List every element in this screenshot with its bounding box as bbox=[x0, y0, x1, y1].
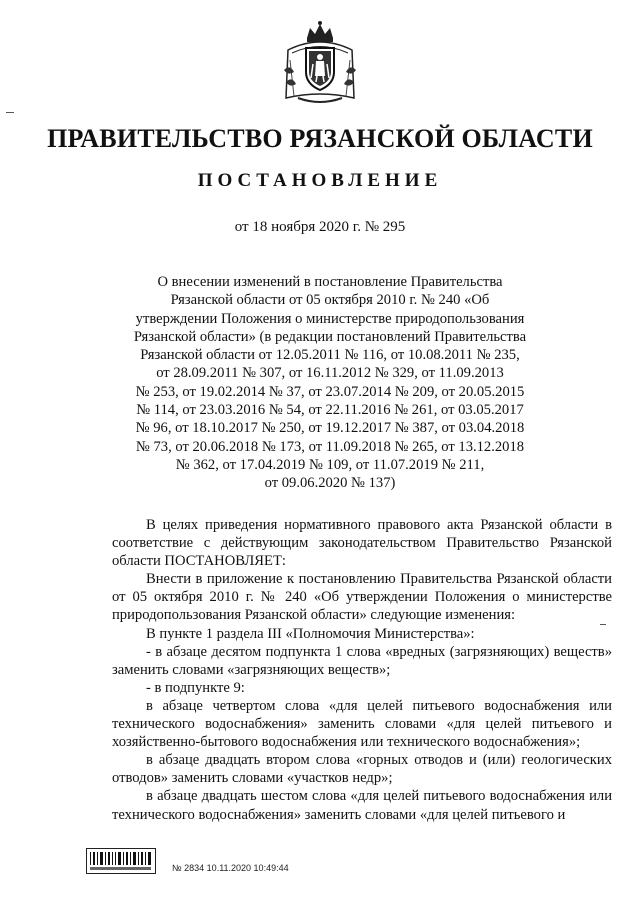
registration-stamp: № 2834 10.11.2020 10:49:44 bbox=[172, 863, 289, 873]
subject-line: № 362, от 17.04.2019 № 109, от 11.07.2019 № 211, bbox=[175, 456, 485, 473]
body-paragraph: Внести в приложение к постановлению Правительства Рязанской области от 05 октября 2010 г. № 240 «Об утверждении Положения о министерстве природопользования Рязанской области» следующие изменения: bbox=[112, 571, 612, 624]
document-subject bbox=[112, 273, 548, 493]
document-body bbox=[112, 516, 612, 824]
subject-line: О внесении изменений в постановление Правительства bbox=[157, 274, 503, 290]
subject-line: № 73, от 20.06.2018 № 173, от 11.09.2018 № 265, от 13.12.2018 bbox=[135, 438, 525, 455]
subject-line: от 28.09.2011 № 307, от 16.11.2012 № 329, от 11.09.2013 bbox=[156, 365, 504, 382]
scan-mark bbox=[6, 112, 14, 113]
scan-mark bbox=[600, 624, 606, 625]
document-date-number: от 18 ноября 2020 г. № 295 bbox=[234, 219, 406, 235]
registration-footer bbox=[86, 848, 346, 878]
subject-line: № 253, от 19.02.2014 № 37, от 23.07.2014 № 209, от 20.05.2015 bbox=[135, 383, 525, 400]
subject-line: № 114, от 23.03.2016 № 54, от 22.11.2016 № 261, от 03.05.2017 bbox=[136, 402, 524, 419]
subject-line: утверждении Положения о министерстве природопользования bbox=[135, 310, 525, 327]
subject-line: Рязанской области» (в редакции постановлений Правительства bbox=[133, 328, 527, 345]
body-paragraph: в абзаце двадцать шестом слова «для целей питьевого водоснабжения или технического водоснабжения» заменить словами «для целей питьевого и bbox=[112, 788, 612, 823]
body-paragraph: в абзаце двадцать втором слова «горных отводов и (или) геологических отводов» заменить словами «участков недр»; bbox=[112, 752, 612, 787]
body-paragraph: - в подпункте 9: bbox=[146, 679, 245, 696]
subject-line: Рязанской области от 05 октября 2010 г. № 240 «Об bbox=[170, 292, 490, 309]
subject-line: № 96, от 18.10.2017 № 250, от 19.12.2017 № 387, от 03.04.2018 bbox=[135, 420, 525, 437]
organization-title: ПРАВИТЕЛЬСТВО РЯЗАНСКОЙ ОБЛАСТИ bbox=[47, 124, 593, 153]
subject-line: Рязанской области от 12.05.2011 № 116, от 10.08.2011 № 235, bbox=[140, 347, 520, 364]
document-type: ПОСТАНОВЛЕНИЕ bbox=[197, 170, 443, 191]
barcode-icon bbox=[86, 848, 156, 874]
body-paragraph: В пункте 1 раздела III «Полномочия Министерства»: bbox=[146, 625, 475, 642]
body-paragraph: В целях приведения нормативного правового акта Рязанской области в соответствие с действующим законодательством Правительство Рязанской области ПОСТАНОВЛЯЕТ: bbox=[112, 517, 612, 570]
subject-line: от 09.06.2020 № 137) bbox=[264, 475, 396, 492]
body-paragraph: - в абзаце десятом подпункта 1 слова «вредных (загрязняющих) веществ» заменить словами «загрязняющих веществ»; bbox=[112, 643, 612, 678]
body-paragraph: в абзаце четвертом слова «для целей питьевого водоснабжения или технического водоснабжения» заменить словами «для целей питьевого и хозяйственно-бытового водоснабжения или технического водоснабжения»; bbox=[112, 697, 612, 751]
coat-of-arms-icon bbox=[280, 20, 360, 106]
